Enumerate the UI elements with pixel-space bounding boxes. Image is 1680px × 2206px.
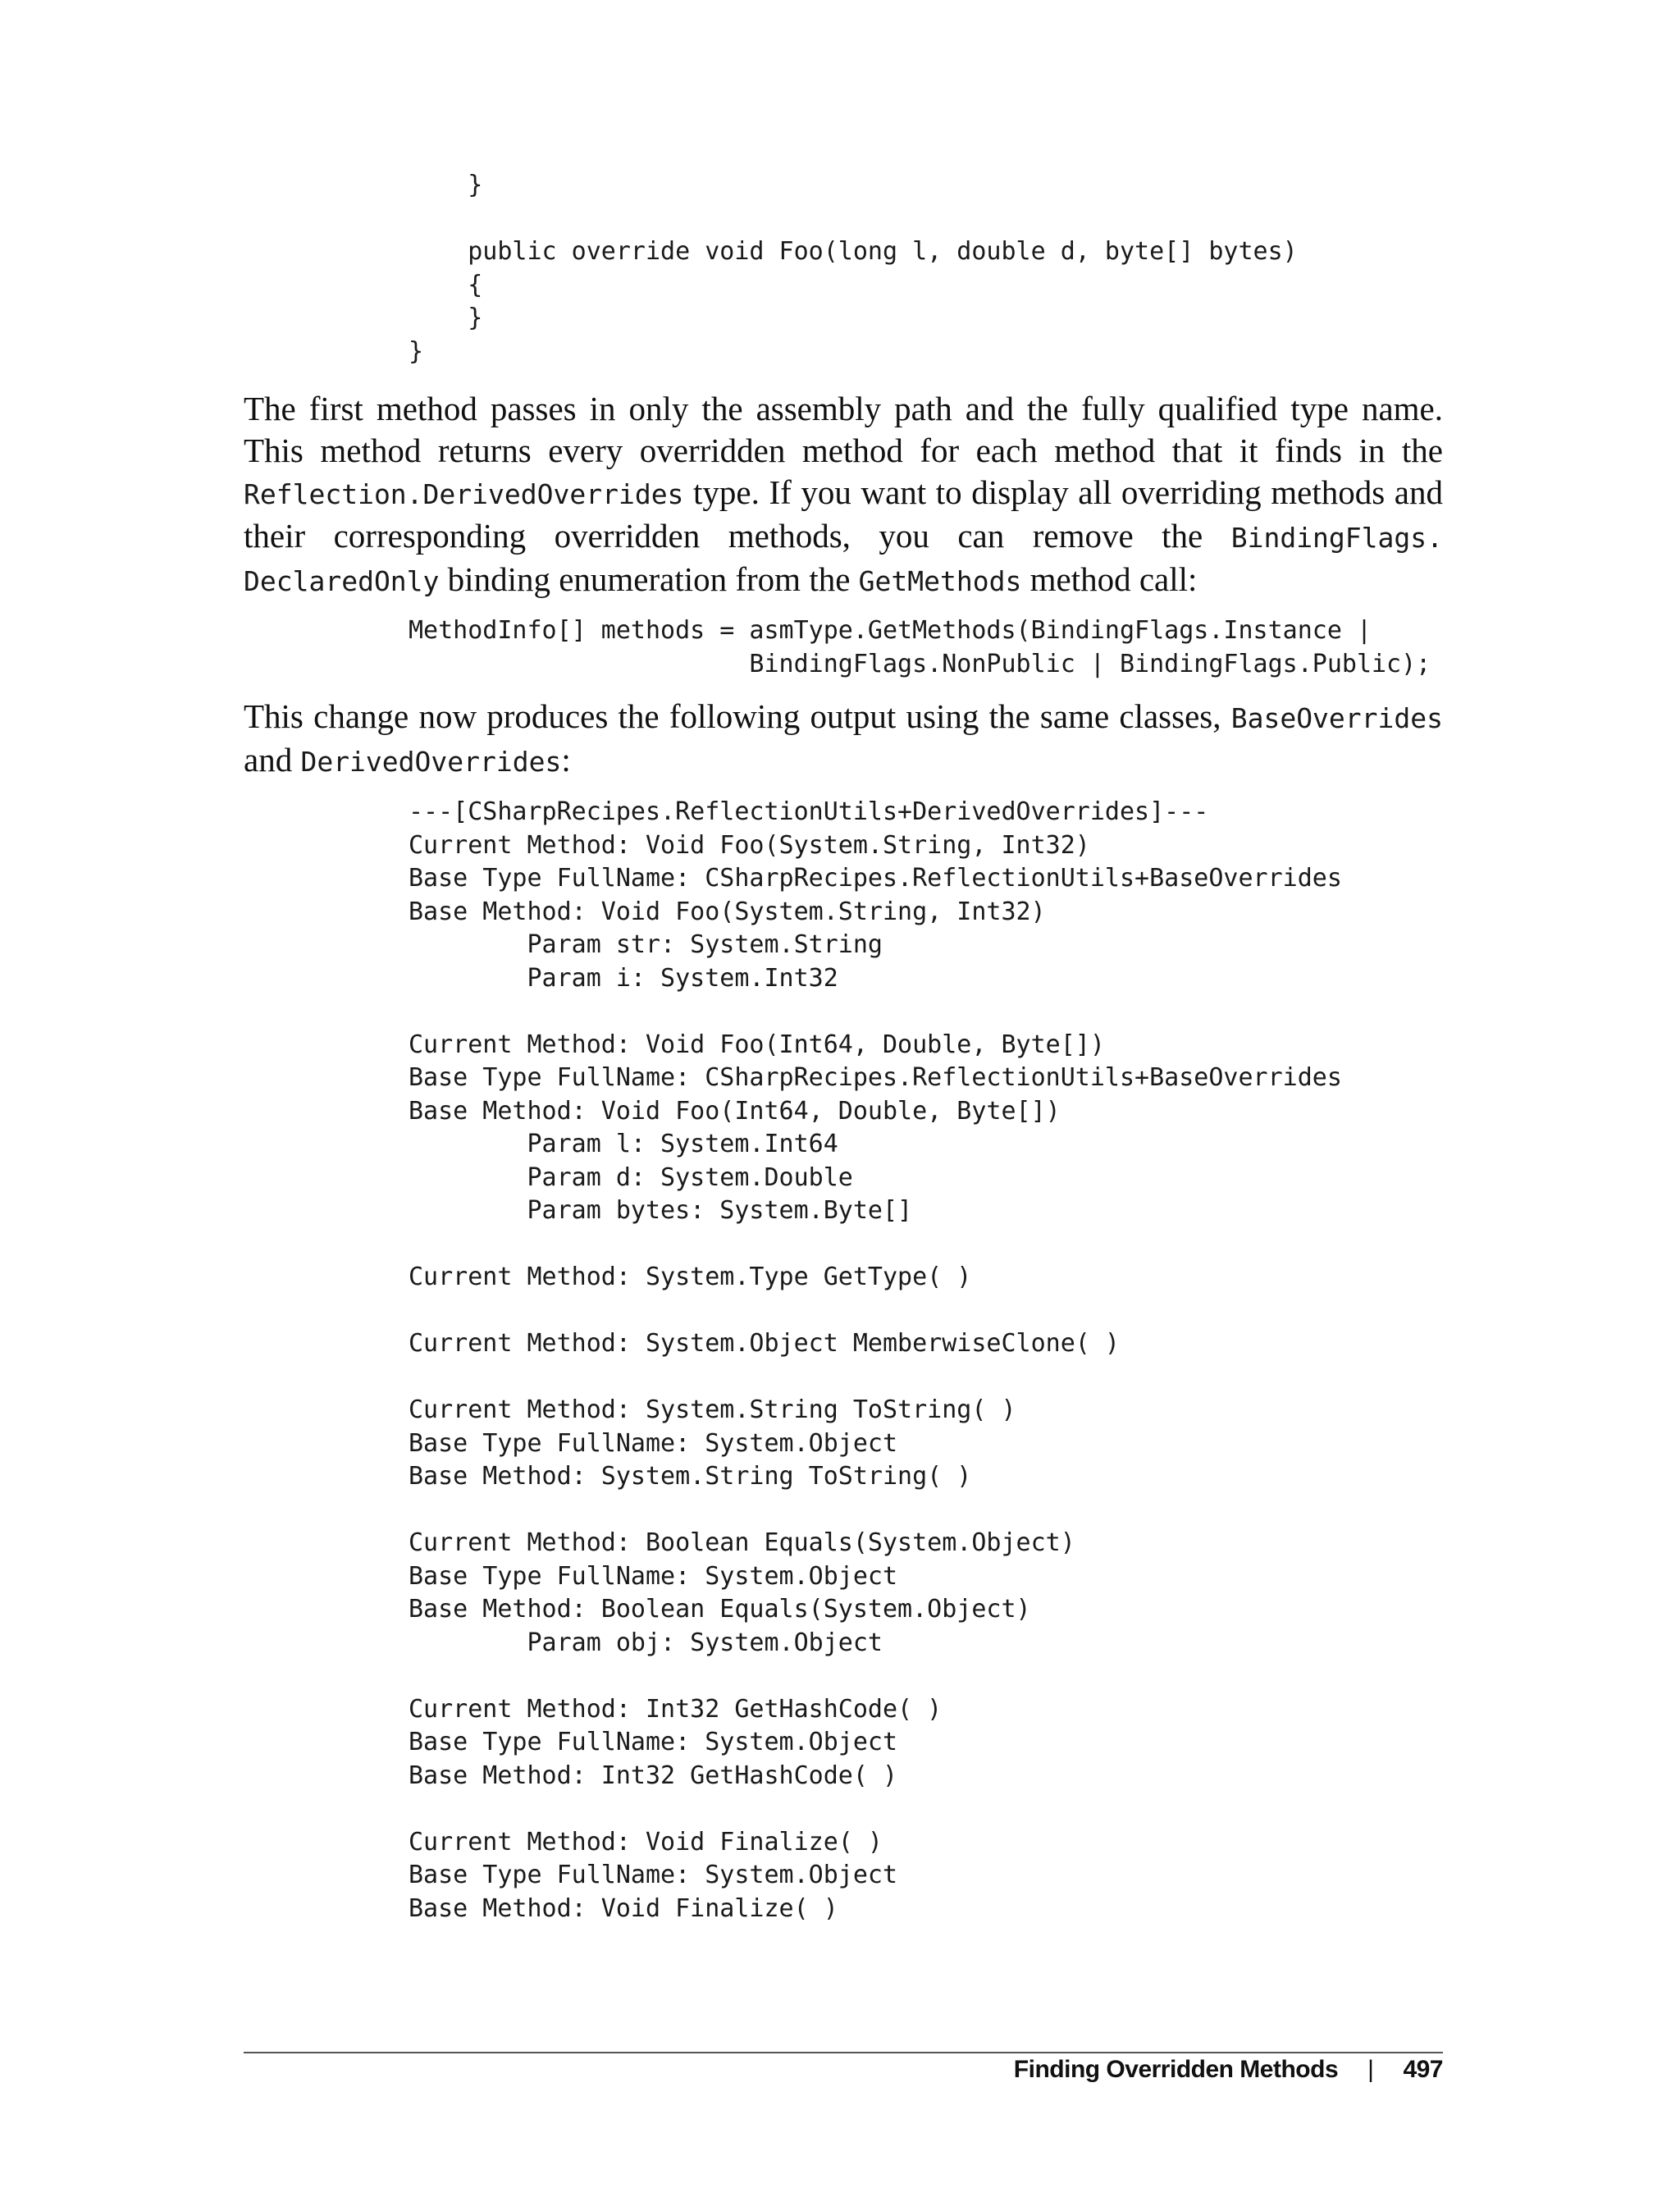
paragraph-output-intro [244, 696, 1443, 783]
footer-section-title: Finding Overridden Methods [1013, 2056, 1339, 2083]
para1-text-2: type. If you want to display all overriding methods and their corresponding overridden methods, you can remove the [244, 473, 1443, 555]
para2-text-1: This change now produces the following output using the same classes, [244, 697, 1231, 735]
inline-code-derived-overrides-2: DerivedOverrides [300, 746, 562, 778]
footer-divider [244, 2052, 1443, 2053]
para2-text-3: : [561, 741, 571, 779]
page-number: 497 [1403, 2056, 1443, 2083]
code-block-class-end: } public override void Foo(long l, double d, byte[] bytes) { } } [409, 171, 1298, 366]
inline-code-getmethods: GetMethods [858, 565, 1022, 597]
para1-text-4: method call: [1021, 560, 1198, 598]
code-block-program-output: ---[CSharpRecipes.ReflectionUtils+DerivedOverrides]--- Current Method: Void Foo(System.String, Int32) Base Type FullName: CSharpRecipes.ReflectionUtils+BaseOverrides Base Method: Void Foo(System.String, Int32) Param str: System.String Param i: System.Int32 Current Method: Void Foo(Int64, Double, Byte[]) Base Type FullName: CSharpRecipes.ReflectionUtils+BaseOverrides Base Method: Void Foo(Int64, Double, Byte[]) Param l: System.Int64 Param d: System.Double Param bytes: System.Byte[] Current Method: System.Type GetType( ) Current Method: System.Object MemberwiseClone( ) Current Method: System.String ToString( ) Base Type FullName: System.Object Base Method: System.String ToString( ) Current Method: Boolean Equals(System.Object) Base Type FullName: System.Object Base Method: Boolean Equals(System.Object) Param obj: System.Object Current Method: Int32 GetHashCode( ) Base Type FullName: System.Object Base Method: Int32 GetHashCode( ) Current Method: Void Finalize( ) Base Type FullName: System.Object Base Method: Void Finalize( ) [409, 797, 1342, 1923]
inline-code-base-overrides: BaseOverrides [1230, 702, 1443, 734]
para1-text-1: The first method passes in only the assembly path and the fully qualified type name. This method returns every overridden method for each method that it finds in the [244, 390, 1443, 469]
inline-code-derived-overrides: Reflection.DerivedOverrides [244, 478, 684, 510]
footer-separator: | [1367, 2056, 1374, 2083]
page-footer [1014, 2056, 1443, 2084]
code-block-getmethods-call: MethodInfo[] methods = asmType.GetMethods(BindingFlags.Instance | BindingFlags.NonPublic | BindingFlags.Public); [409, 616, 1431, 678]
inline-code-bindingflags-declaredonly: BindingFlags. DeclaredOnly [244, 522, 1443, 597]
paragraph-overridden-methods [244, 388, 1443, 602]
para1-text-3: binding enumeration from the [439, 560, 859, 598]
para2-text-2: and [244, 741, 301, 779]
